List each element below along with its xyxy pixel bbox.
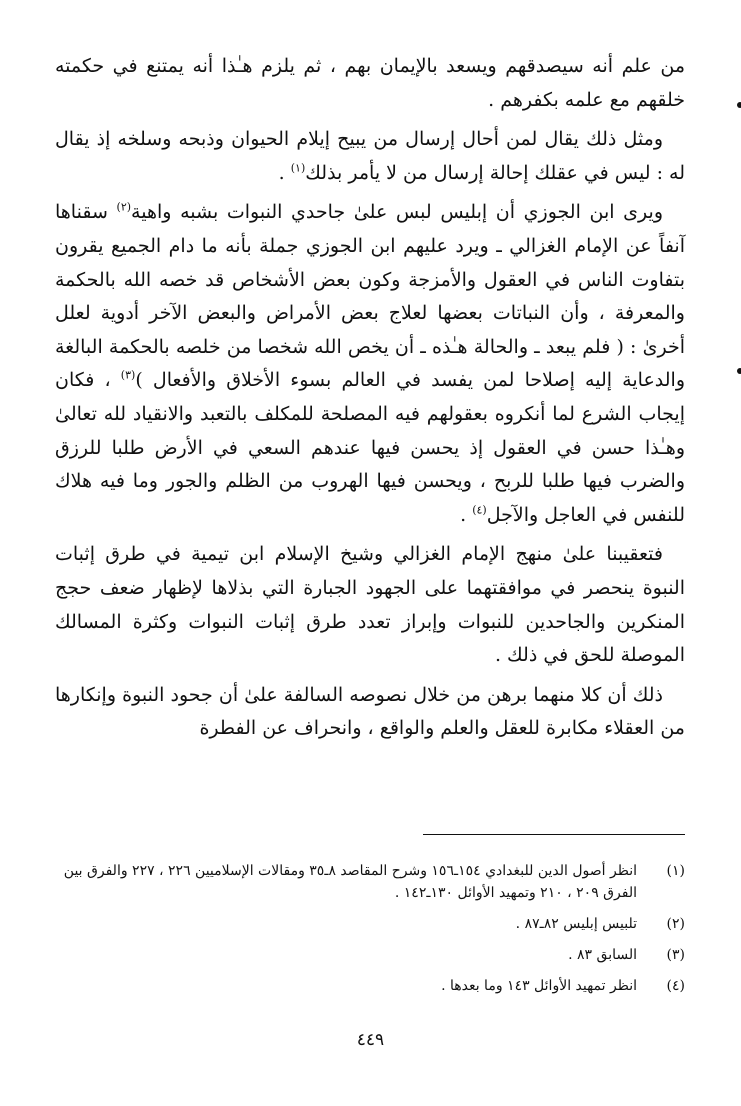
- footnote-ref-4[interactable]: (٤): [472, 503, 487, 517]
- footnote-number: (١): [666, 863, 685, 879]
- margin-dot: [737, 102, 741, 108]
- footnote-3: [55, 944, 685, 966]
- footnote-number: (٤): [666, 978, 685, 994]
- margin-dot: [737, 368, 741, 374]
- footnote-1: [55, 860, 685, 904]
- main-text: [55, 50, 685, 752]
- footnote-text: انظر تمهيد الأوائل ١٤٣ وما بعدها .: [441, 978, 637, 994]
- paragraph-2: ومثل ذلك يقال لمن أحال إرسال من يبيح إيلام الحيوان وذبحه وسلخه إذ يقال له : ليس في عقلك إحالة إرسال من لا يأمر بذلك$^{(١)}$ .: [55, 128, 685, 184]
- footnote-text: تلبيس إبليس ٨٢ـ٨٧ .: [515, 916, 637, 932]
- paragraph-5: ذلك أن كلا منهما برهن من خلال نصوصه السالفة علىٰ أن جحود النبوة وإنكارها من العقلاء مكابرة للعقل والعلم والواقع ، وانحراف عن الفطرة: [55, 683, 685, 740]
- footnote-4: [55, 975, 685, 997]
- footnote-text: انظر أصول الدين للبغدادي ١٥٤ـ١٥٦ وشرح المقاصد ٨ـ٣٥ ومقالات الإسلاميين ٢٢٦ ، ٢٢٧ والفرق بين الفرق ٢٠٩ ، ٢١٠ وتمهيد الأوائل ١٣٠ـ١٤٢ .: [63, 863, 637, 901]
- paragraph-4: فتعقيبنا علىٰ منهج الإمام الغزالي وشيخ الإسلام ابن تيمية في طرق إثبات النبوة ينحصر في موافقتهما على الجهود الجبارة التي بذلاها لإظهار ضعف حجج المنكرين والجاحدين للنبوات وإبراز تعدد طرق إثبات النبوات وكثرة المسالك الموصلة للحق في ذلك .: [55, 543, 685, 667]
- footnote-number: (٣): [666, 947, 685, 963]
- footnote-ref-3[interactable]: (٣): [120, 369, 136, 383]
- footnote-number: (٢): [666, 916, 685, 932]
- footnote-ref-1[interactable]: (١): [290, 161, 306, 175]
- footnote-divider: [423, 834, 685, 835]
- page-number: ٤٤٩: [356, 1030, 385, 1050]
- paragraph-3: ويرى ابن الجوزي أن إبليس لبس علىٰ جاحدي النبوات بشبه واهية$^{(٢)}$ سقناها آنفاً عن الإمام الغزالي ـ ويرد عليهم ابن الجوزي جملة بأنه ما دام الجميع يقرون بتفاوت الناس في العقول والأمزجة وكون بعض الأشخاص قد خصه الله بالحكمة والمعرفة ، وأن النباتات بعضها لعلاج بعض الأمراض والبعض الآخر أدوية لعلل أخرىٰ : ( فلم يبعد ـ والحالة هـٰذه ـ أن يخص الله شخصا من خلصه بالحكمة البالغة والدعاية إليه إصلاحا لمن يفسد في العالم بسوء الأخلاق والأفعال )$^{(٣)}$ ، فكان إيجاب الشرع لما أنكروه بعقولهم فيه المصلحة للمكلف بالتعبد والانقياد لله تعالىٰ وهـٰذا حسن في العقول إذ يحسن فيها عندهم السعي في الأرض طلبا للرزق والضرب فيها طلبا للربح ، ويحسن فيها الهروب من الظلم والجور وما فيه هلاك للنفس في العاجل والآجل$^{(٤)}$ .: [55, 201, 686, 526]
- footnote-2: [55, 913, 685, 935]
- paragraph-1: من علم أنه سيصدقهم ويسعد بالإيمان بهم ، ثم يلزم هـٰذا أنه يمتنع في حكمته خلقهم مع علمه بكفرهم .: [55, 55, 685, 111]
- footnote-text: السابق ٨٣ .: [568, 947, 637, 963]
- footnotes: [55, 860, 685, 1006]
- footnote-ref-2[interactable]: (٢): [116, 201, 132, 215]
